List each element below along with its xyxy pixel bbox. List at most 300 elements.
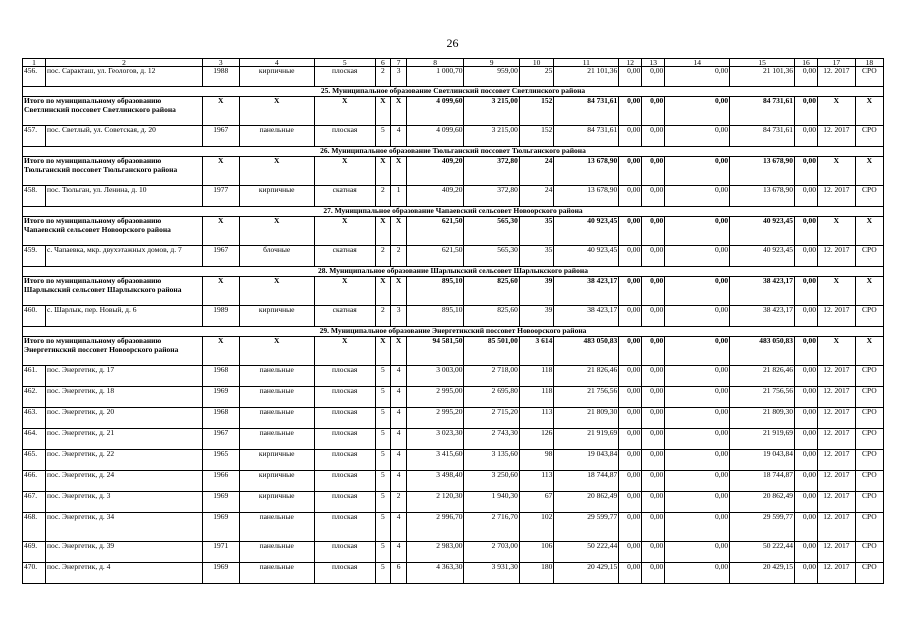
address-cell: пос. Энергетик, д. 22 xyxy=(46,450,203,471)
table-cell: 2 718,00 xyxy=(464,366,519,387)
table-row xyxy=(23,246,884,267)
table-cell: 29 599,77 xyxy=(554,513,619,542)
total-cell: 13 678,90 xyxy=(730,157,795,186)
table-row xyxy=(23,126,884,147)
table-cell: 118 xyxy=(519,366,554,387)
total-cell: 409,20 xyxy=(406,157,464,186)
address-cell: пос. Энергетик, д. 20 xyxy=(46,408,203,429)
total-cell: 39 xyxy=(519,277,554,306)
table-cell: 0,00 xyxy=(795,450,818,471)
table-cell: плоская xyxy=(314,126,375,147)
total-cell: X xyxy=(239,217,314,246)
table-cell: 372,80 xyxy=(464,186,519,207)
table-cell: 50 222,44 xyxy=(730,542,795,563)
table-cell: плоская xyxy=(314,366,375,387)
table-cell: 13 678,90 xyxy=(554,186,619,207)
table-cell: 3 xyxy=(391,306,407,327)
table-cell: 0,00 xyxy=(665,471,730,492)
table-cell: 0,00 xyxy=(619,542,642,563)
table-cell: 4 xyxy=(391,387,407,408)
total-cell: X xyxy=(391,157,407,186)
section-row xyxy=(23,267,884,277)
row-number: 467. xyxy=(23,492,46,513)
table-cell: 0,00 xyxy=(642,186,665,207)
table-cell: 20 862,49 xyxy=(554,492,619,513)
table-cell: 0,00 xyxy=(795,246,818,267)
table-cell: плоская xyxy=(314,542,375,563)
address-cell: пос. Энергетик, д. 39 xyxy=(46,542,203,563)
table-cell: 5 xyxy=(375,126,391,147)
total-cell: X xyxy=(202,97,239,126)
table-cell: 0,00 xyxy=(795,542,818,563)
table-cell: СРО xyxy=(855,408,883,429)
table-cell: 4 xyxy=(391,429,407,450)
total-cell: X xyxy=(314,277,375,306)
total-cell: 483 050,83 xyxy=(730,337,795,366)
table-cell: 21 101,36 xyxy=(554,67,619,87)
header-cell: 11 xyxy=(554,59,619,67)
table-cell: 0,00 xyxy=(619,429,642,450)
table-cell: 39 xyxy=(519,306,554,327)
table-cell: кирпичные xyxy=(239,306,314,327)
table-cell: 180 xyxy=(519,563,554,584)
table-cell: плоская xyxy=(314,471,375,492)
total-cell: 0,00 xyxy=(795,217,818,246)
row-number: 456. xyxy=(23,67,46,87)
table-cell: 895,10 xyxy=(406,306,464,327)
total-cell: X xyxy=(314,337,375,366)
total-cell: 152 xyxy=(519,97,554,126)
table-cell: СРО xyxy=(855,513,883,542)
table-cell: панельные xyxy=(239,513,314,542)
section-title: 27. Муниципальное образование Чапаевский сельсовет Новоорского района xyxy=(23,207,884,217)
table-cell: СРО xyxy=(855,429,883,450)
table-cell: скатная xyxy=(314,186,375,207)
total-cell: 4 099,60 xyxy=(406,97,464,126)
table-cell: 0,00 xyxy=(795,366,818,387)
table-cell: 3 003,00 xyxy=(406,366,464,387)
table-row xyxy=(23,492,884,513)
table-cell: 0,00 xyxy=(795,67,818,87)
table-cell: 21 756,56 xyxy=(554,387,619,408)
table-cell: 0,00 xyxy=(642,67,665,87)
section-title: 25. Муниципальное образование Светлинский поссовет Светлинского района xyxy=(23,87,884,97)
table-cell: 2 xyxy=(375,67,391,87)
table-cell: СРО xyxy=(855,542,883,563)
table-cell: 0,00 xyxy=(642,387,665,408)
table-cell: 1988 xyxy=(202,67,239,87)
table-row xyxy=(23,408,884,429)
table-cell: 0,00 xyxy=(795,563,818,584)
table-cell: 4 xyxy=(391,471,407,492)
total-cell: 0,00 xyxy=(642,337,665,366)
row-number: 461. xyxy=(23,366,46,387)
row-number: 457. xyxy=(23,126,46,147)
table-cell: 0,00 xyxy=(619,366,642,387)
total-cell: X xyxy=(855,157,883,186)
table-cell: 2 996,70 xyxy=(406,513,464,542)
table-cell: 4 xyxy=(391,366,407,387)
total-cell: 483 050,83 xyxy=(554,337,619,366)
table-cell: 959,00 xyxy=(464,67,519,87)
table-cell: 0,00 xyxy=(665,429,730,450)
total-cell: X xyxy=(239,97,314,126)
total-cell: X xyxy=(391,337,407,366)
table-cell: 0,00 xyxy=(619,563,642,584)
header-cell: 17 xyxy=(818,59,856,67)
row-number: 468. xyxy=(23,513,46,542)
total-cell: 0,00 xyxy=(619,157,642,186)
total-cell: 0,00 xyxy=(642,97,665,126)
table-cell: 0,00 xyxy=(619,126,642,147)
row-number: 469. xyxy=(23,542,46,563)
table-cell: 0,00 xyxy=(642,246,665,267)
header-cell: 12 xyxy=(619,59,642,67)
table-cell: 2 715,20 xyxy=(464,408,519,429)
table-cell: панельные xyxy=(239,429,314,450)
table-cell: кирпичные xyxy=(239,67,314,87)
total-row xyxy=(23,97,884,126)
total-row xyxy=(23,157,884,186)
table-cell: 2 743,30 xyxy=(464,429,519,450)
total-row xyxy=(23,337,884,366)
table-cell: 0,00 xyxy=(619,408,642,429)
table-cell: 12. 2017 xyxy=(818,471,856,492)
total-cell: X xyxy=(375,217,391,246)
address-cell: пос. Энергетик, д. 3 xyxy=(46,492,203,513)
total-cell: 84 731,61 xyxy=(554,97,619,126)
table-cell: 1 xyxy=(391,186,407,207)
address-cell: с. Шарлык, пер. Новый, д. 6 xyxy=(46,306,203,327)
total-cell: X xyxy=(818,97,856,126)
table-cell: 0,00 xyxy=(642,126,665,147)
table-cell: 1969 xyxy=(202,513,239,542)
table-cell: 621,50 xyxy=(406,246,464,267)
table-row xyxy=(23,67,884,87)
header-cell: 8 xyxy=(406,59,464,67)
total-cell: 565,30 xyxy=(464,217,519,246)
header-cell: 18 xyxy=(855,59,883,67)
row-number: 459. xyxy=(23,246,46,267)
row-number: 458. xyxy=(23,186,46,207)
total-cell: 372,80 xyxy=(464,157,519,186)
table-cell: 5 xyxy=(375,387,391,408)
table-row xyxy=(23,563,884,584)
table-cell: 2 xyxy=(375,186,391,207)
row-number: 460. xyxy=(23,306,46,327)
section-title: 26. Муниципальное образование Тюльганский поссовет Тюльганского района xyxy=(23,147,884,157)
row-number: 465. xyxy=(23,450,46,471)
table-row xyxy=(23,186,884,207)
table-cell: 4 099,60 xyxy=(406,126,464,147)
header-cell: 15 xyxy=(730,59,795,67)
table-cell: 21 756,56 xyxy=(730,387,795,408)
table-cell: 12. 2017 xyxy=(818,246,856,267)
total-cell: 0,00 xyxy=(795,337,818,366)
address-cell: пос. Энергетик, д. 24 xyxy=(46,471,203,492)
table-cell: 0,00 xyxy=(665,306,730,327)
table-cell: скатная xyxy=(314,306,375,327)
header-cell: 1 xyxy=(23,59,46,67)
total-cell: 0,00 xyxy=(619,217,642,246)
total-cell: X xyxy=(391,217,407,246)
table-cell: 84 731,61 xyxy=(730,126,795,147)
total-cell: X xyxy=(855,97,883,126)
table-cell: 4 xyxy=(391,450,407,471)
table-cell: 18 744,87 xyxy=(730,471,795,492)
total-cell: 0,00 xyxy=(665,337,730,366)
total-label: Итого по муниципальному образованию Шарлыкский сельсовет Шарлыкского района xyxy=(23,277,203,306)
table-cell: 0,00 xyxy=(795,471,818,492)
table-cell: 3 931,30 xyxy=(464,563,519,584)
table-cell: 0,00 xyxy=(642,513,665,542)
table-cell: 0,00 xyxy=(665,387,730,408)
total-cell: 3 614 xyxy=(519,337,554,366)
header-cell: 6 xyxy=(375,59,391,67)
table-cell: 50 222,44 xyxy=(554,542,619,563)
table-cell: 12. 2017 xyxy=(818,492,856,513)
table-cell: 0,00 xyxy=(795,306,818,327)
table-cell: 12. 2017 xyxy=(818,67,856,87)
table-cell: 2 xyxy=(375,246,391,267)
table-cell: кирпичные xyxy=(239,471,314,492)
table-cell: 20 429,15 xyxy=(730,563,795,584)
table-cell: 5 xyxy=(375,492,391,513)
table-cell: 84 731,61 xyxy=(554,126,619,147)
table-cell: 106 xyxy=(519,542,554,563)
table-cell: 0,00 xyxy=(665,492,730,513)
table-cell: 2 xyxy=(391,492,407,513)
table-cell: 1969 xyxy=(202,492,239,513)
header-row xyxy=(23,59,884,67)
total-cell: X xyxy=(818,277,856,306)
table-cell: 12. 2017 xyxy=(818,408,856,429)
table-cell: 1969 xyxy=(202,563,239,584)
table-cell: 3 023,30 xyxy=(406,429,464,450)
total-cell: 0,00 xyxy=(665,97,730,126)
table-cell: плоская xyxy=(314,513,375,542)
total-cell: 0,00 xyxy=(642,157,665,186)
table-cell: 0,00 xyxy=(619,246,642,267)
table-cell: 152 xyxy=(519,126,554,147)
table-cell: 565,30 xyxy=(464,246,519,267)
total-cell: 0,00 xyxy=(665,217,730,246)
table-cell: 21 809,30 xyxy=(730,408,795,429)
total-cell: X xyxy=(239,337,314,366)
table-cell: 1967 xyxy=(202,126,239,147)
table-cell: 0,00 xyxy=(619,450,642,471)
table-cell: 2 xyxy=(375,306,391,327)
total-cell: 0,00 xyxy=(795,157,818,186)
table-row xyxy=(23,429,884,450)
table-cell: 29 599,77 xyxy=(730,513,795,542)
table-cell: 0,00 xyxy=(795,513,818,542)
address-cell: с. Чапаевка, мкр. двухэтажных домов, д. 7 xyxy=(46,246,203,267)
total-cell: 40 923,45 xyxy=(730,217,795,246)
table-cell: 1977 xyxy=(202,186,239,207)
table-cell: 0,00 xyxy=(795,492,818,513)
table-cell: 0,00 xyxy=(642,450,665,471)
table-cell: 67 xyxy=(519,492,554,513)
table-cell: 0,00 xyxy=(619,67,642,87)
table-cell: 18 744,87 xyxy=(554,471,619,492)
total-cell: 895,10 xyxy=(406,277,464,306)
table-cell: плоская xyxy=(314,492,375,513)
table-cell: 3 xyxy=(391,67,407,87)
total-cell: 0,00 xyxy=(795,277,818,306)
table-cell: 0,00 xyxy=(795,186,818,207)
table-cell: 0,00 xyxy=(619,471,642,492)
table-cell: 12. 2017 xyxy=(818,450,856,471)
table-cell: 1965 xyxy=(202,450,239,471)
table-cell: 3 498,40 xyxy=(406,471,464,492)
total-label: Итого по муниципальному образованию Светлинский поссовет Светлинского района xyxy=(23,97,203,126)
total-cell: X xyxy=(818,217,856,246)
table-cell: 24 xyxy=(519,186,554,207)
total-cell: X xyxy=(314,97,375,126)
table-cell: 1968 xyxy=(202,366,239,387)
total-cell: 38 423,17 xyxy=(554,277,619,306)
table-cell: 1 000,70 xyxy=(406,67,464,87)
table-cell: 0,00 xyxy=(665,246,730,267)
table-cell: 2 983,00 xyxy=(406,542,464,563)
table-row xyxy=(23,471,884,492)
address-cell: пос. Энергетик, д. 18 xyxy=(46,387,203,408)
table-cell: 0,00 xyxy=(665,563,730,584)
table-cell: 1968 xyxy=(202,408,239,429)
table-cell: панельные xyxy=(239,408,314,429)
table-cell: 5 xyxy=(375,513,391,542)
address-cell: пос. Энергетик, д. 17 xyxy=(46,366,203,387)
table-cell: 12. 2017 xyxy=(818,366,856,387)
table-cell: 4 xyxy=(391,408,407,429)
address-cell: пос. Энергетик, д. 4 xyxy=(46,563,203,584)
table-cell: 20 862,49 xyxy=(730,492,795,513)
header-cell: 3 xyxy=(202,59,239,67)
table-cell: 0,00 xyxy=(665,67,730,87)
table-cell: 0,00 xyxy=(665,126,730,147)
total-cell: X xyxy=(202,277,239,306)
table-cell: 409,20 xyxy=(406,186,464,207)
table-cell: 98 xyxy=(519,450,554,471)
section-row xyxy=(23,327,884,337)
header-cell: 5 xyxy=(314,59,375,67)
table-cell: 12. 2017 xyxy=(818,306,856,327)
table-cell: СРО xyxy=(855,306,883,327)
table-cell: 12. 2017 xyxy=(818,513,856,542)
table-cell: 3 135,60 xyxy=(464,450,519,471)
total-cell: X xyxy=(391,277,407,306)
total-cell: X xyxy=(855,337,883,366)
table-cell: 12. 2017 xyxy=(818,126,856,147)
total-cell: X xyxy=(239,277,314,306)
table-cell: 21 101,36 xyxy=(730,67,795,87)
table-cell: СРО xyxy=(855,471,883,492)
table-cell: 113 xyxy=(519,408,554,429)
table-cell: 2 716,70 xyxy=(464,513,519,542)
total-cell: 0,00 xyxy=(795,97,818,126)
table-cell: 1967 xyxy=(202,246,239,267)
table-cell: СРО xyxy=(855,563,883,584)
table-cell: плоская xyxy=(314,429,375,450)
table-cell: 0,00 xyxy=(619,306,642,327)
table-cell: кирпичные xyxy=(239,186,314,207)
table-cell: 35 xyxy=(519,246,554,267)
table-cell: 3 415,60 xyxy=(406,450,464,471)
table-cell: 118 xyxy=(519,387,554,408)
header-cell: 4 xyxy=(239,59,314,67)
header-cell: 14 xyxy=(665,59,730,67)
section-row xyxy=(23,207,884,217)
table-cell: 1971 xyxy=(202,542,239,563)
table-cell: 4 363,30 xyxy=(406,563,464,584)
table-cell: плоская xyxy=(314,387,375,408)
total-cell: 38 423,17 xyxy=(730,277,795,306)
table-cell: 126 xyxy=(519,429,554,450)
table-cell: 2 120,30 xyxy=(406,492,464,513)
table-cell: 21 826,46 xyxy=(730,366,795,387)
table-cell: панельные xyxy=(239,366,314,387)
total-cell: X xyxy=(375,157,391,186)
section-title: 29. Муниципальное образование Энергетикский поссовет Новоорского района xyxy=(23,327,884,337)
table-cell: 113 xyxy=(519,471,554,492)
table-row xyxy=(23,450,884,471)
table-cell: 40 923,45 xyxy=(554,246,619,267)
row-number: 466. xyxy=(23,471,46,492)
table-cell: 0,00 xyxy=(665,542,730,563)
table-cell: 0,00 xyxy=(642,542,665,563)
table-cell: 0,00 xyxy=(642,492,665,513)
address-cell: пос. Светлый, ул. Советская, д. 20 xyxy=(46,126,203,147)
total-cell: 3 215,00 xyxy=(464,97,519,126)
header-cell: 2 xyxy=(46,59,203,67)
table-cell: 4 xyxy=(391,126,407,147)
header-cell: 10 xyxy=(519,59,554,67)
table-cell: 2 995,20 xyxy=(406,408,464,429)
table-cell: 2 703,00 xyxy=(464,542,519,563)
table-cell: 0,00 xyxy=(642,429,665,450)
table-cell: 38 423,17 xyxy=(554,306,619,327)
table-cell: 20 429,15 xyxy=(554,563,619,584)
table-cell: 4 xyxy=(391,542,407,563)
table-cell: 2 xyxy=(391,246,407,267)
table-cell: 5 xyxy=(375,450,391,471)
table-cell: 6 xyxy=(391,563,407,584)
table-cell: СРО xyxy=(855,67,883,87)
table-cell: 0,00 xyxy=(642,366,665,387)
section-row xyxy=(23,147,884,157)
table-cell: 0,00 xyxy=(642,471,665,492)
table-cell: плоская xyxy=(314,408,375,429)
section-title: 28. Муниципальное образование Шарлыкский сельсовет Шарлыкского района xyxy=(23,267,884,277)
row-number: 462. xyxy=(23,387,46,408)
table-cell: 12. 2017 xyxy=(818,429,856,450)
table-cell: 0,00 xyxy=(619,492,642,513)
total-cell: 0,00 xyxy=(619,97,642,126)
table-cell: 12. 2017 xyxy=(818,387,856,408)
table-cell: 2 995,00 xyxy=(406,387,464,408)
section-row xyxy=(23,87,884,97)
total-cell: 621,50 xyxy=(406,217,464,246)
table-cell: СРО xyxy=(855,492,883,513)
total-cell: 0,00 xyxy=(619,337,642,366)
total-cell: 0,00 xyxy=(642,277,665,306)
total-cell: X xyxy=(818,337,856,366)
header-cell: 9 xyxy=(464,59,519,67)
total-cell: 0,00 xyxy=(642,217,665,246)
table-cell: СРО xyxy=(855,366,883,387)
header-cell: 16 xyxy=(795,59,818,67)
